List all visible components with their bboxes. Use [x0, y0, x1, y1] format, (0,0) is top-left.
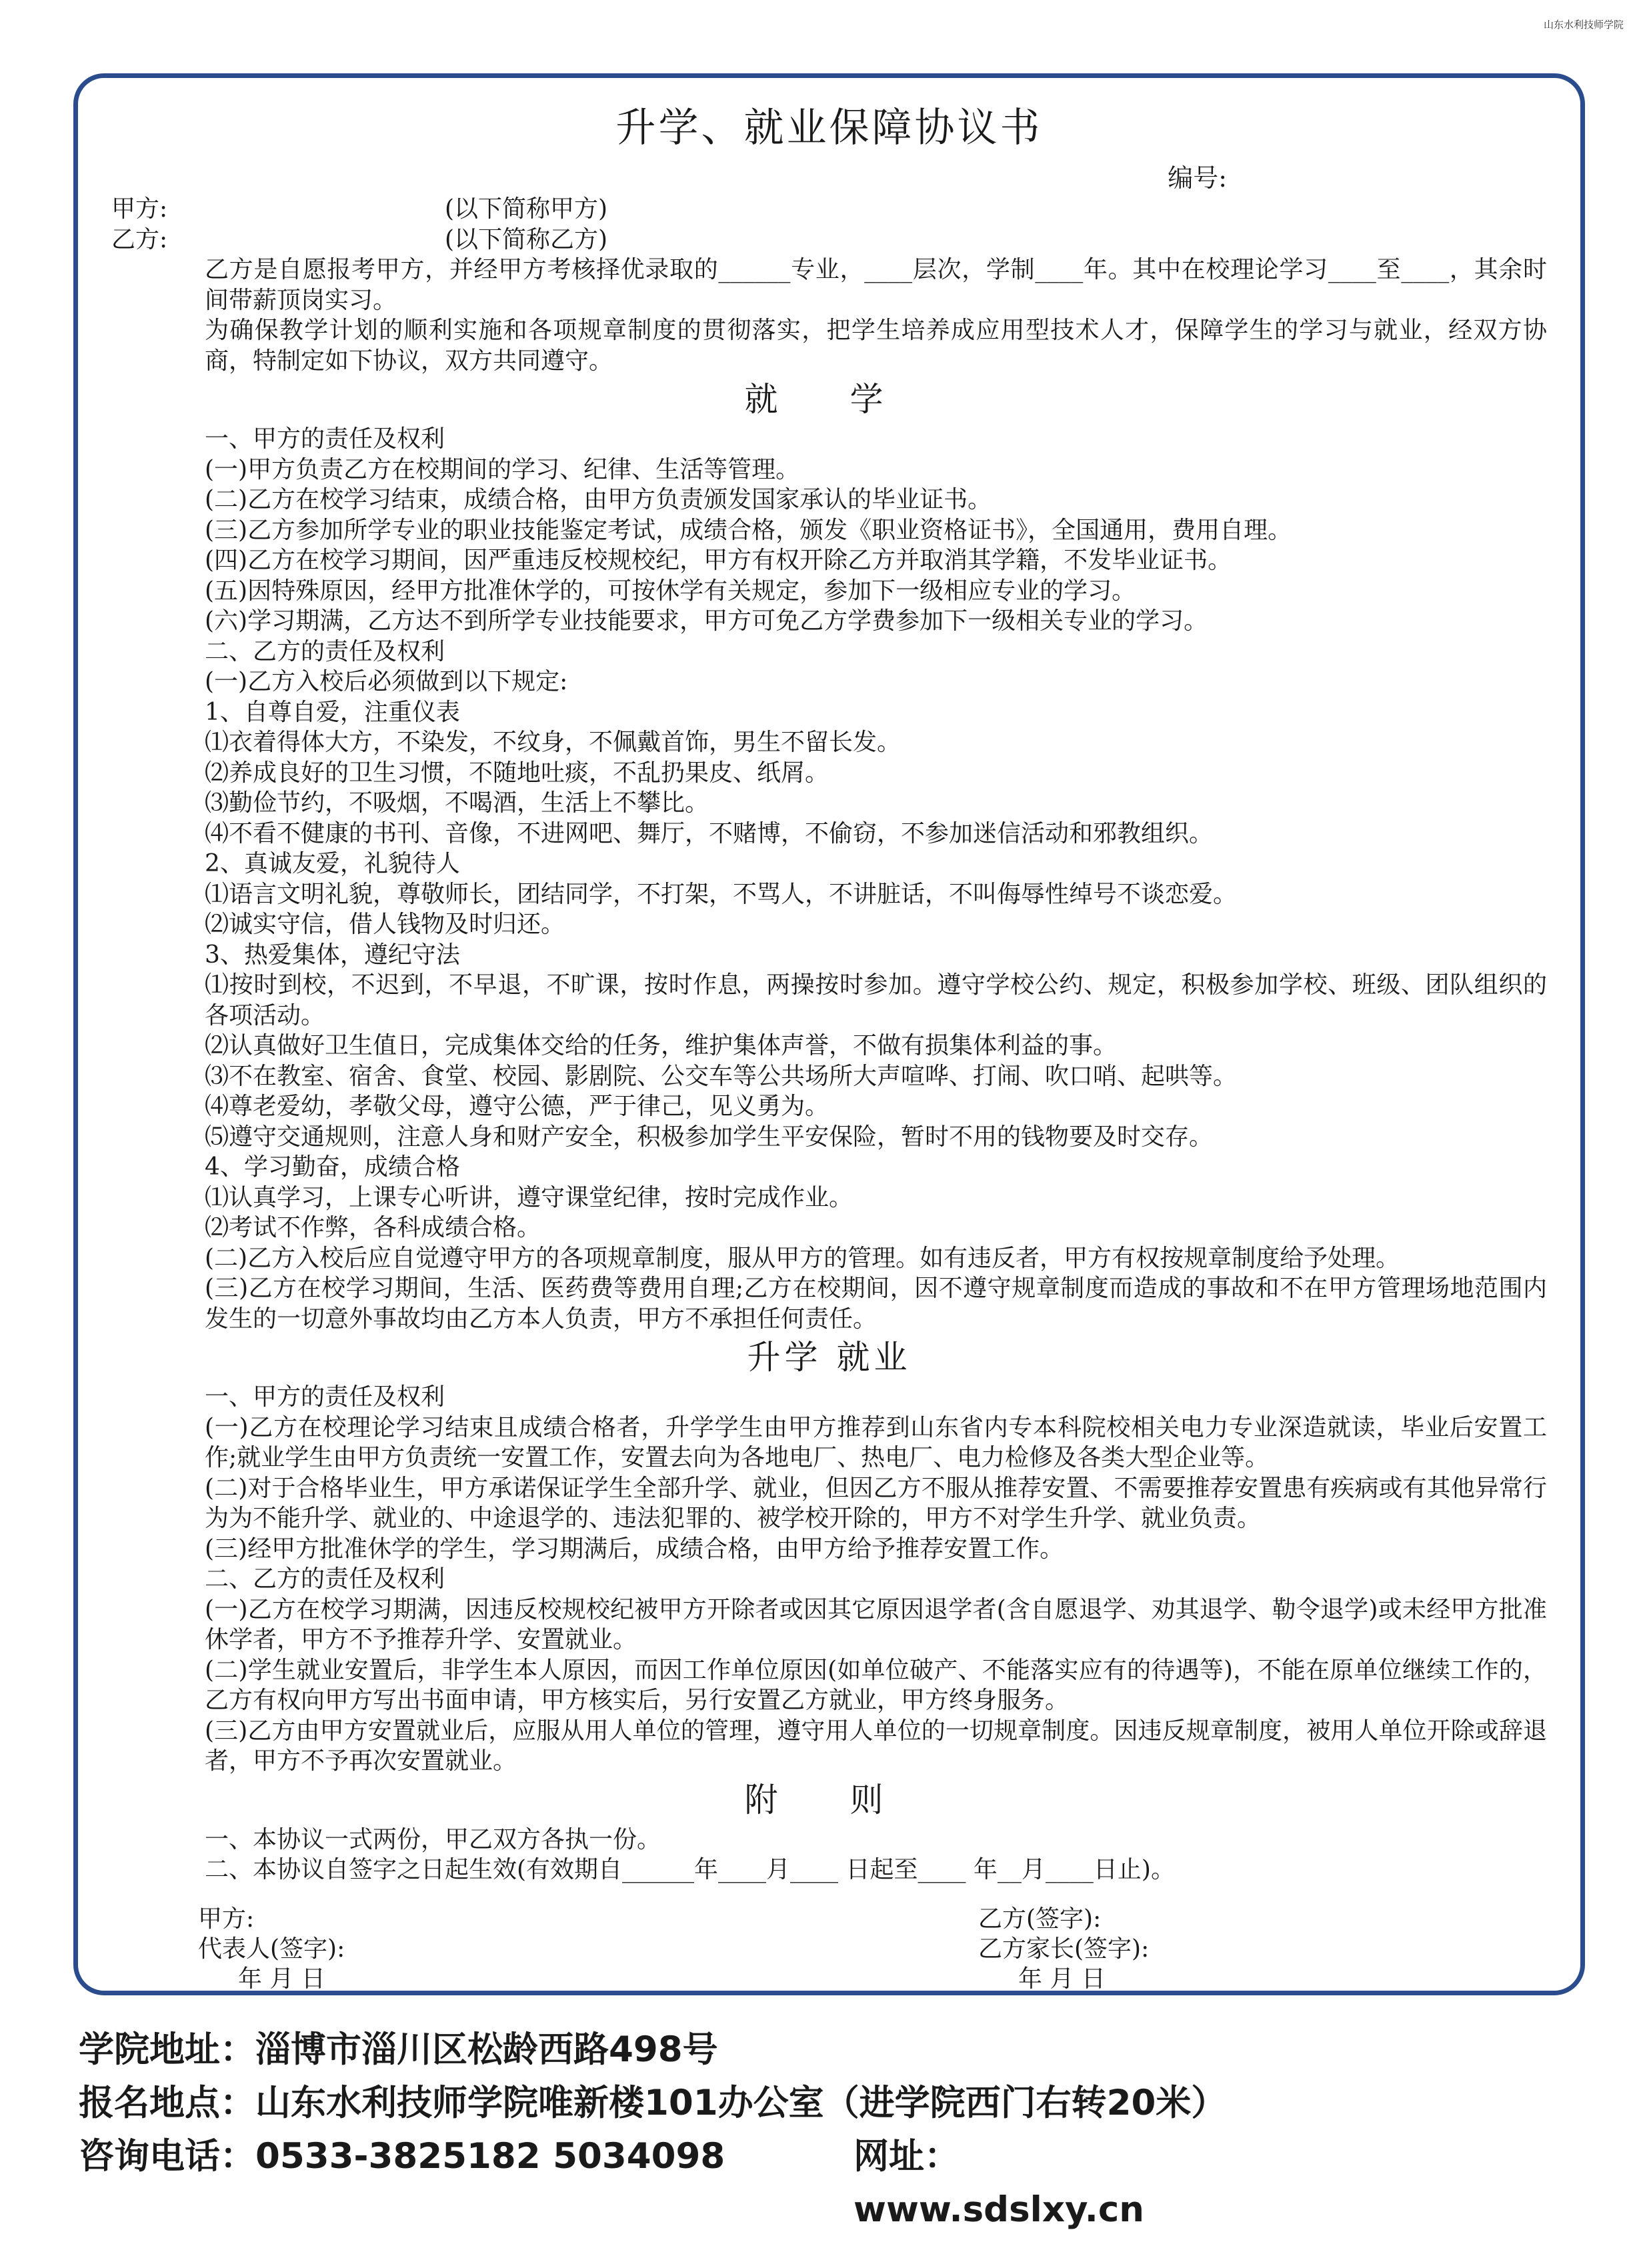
sign-date-left: 年 月 日 — [238, 1965, 325, 1993]
party-a-note: (以下简称甲方) — [445, 195, 608, 223]
clause-line: (三)乙方在校学习期间，生活、医药费等费用自理;乙方在校期间，因不遵守规章制度而造成的事故和不在甲方管理场地范围内发生的一切意外事故均由乙方本人负责，甲方不承担任何责任。 — [205, 1275, 1547, 1333]
clause-line: ⑴认真学习，上课专心听讲，遵守课堂纪律，按时完成作业。 — [205, 1183, 854, 1211]
clause-line: ⑵认真做好卫生值日，完成集体交给的任务，维护集体声誉，不做有损集体利益的事。 — [205, 1032, 1118, 1059]
clause-line: (二)乙方入校后应自觉遵守甲方的各项规章制度，服从甲方的管理。如有违反者，甲方有权按规章制度给予处理。 — [205, 1244, 1400, 1272]
clause-line: ⑸遵守交通规则，注意人身和财产安全，积极参加学生平安保险，暂时不用的钱物要及时交存。 — [205, 1123, 1214, 1151]
signature-block — [111, 1904, 1547, 2004]
registration-location: 报名地点：山东水利技师学院唯新楼101办公室（进学院西门右转20米） — [79, 2083, 1227, 2123]
section-title-career: 升学 就业 — [747, 1338, 912, 1377]
section-career-body — [111, 1382, 1547, 1777]
clause-line: 3、热爱集体，遵纪守法 — [205, 941, 460, 969]
clause-line: (一)甲方负责乙方在校期间的学习、纪律、生活等管理。 — [205, 455, 800, 483]
clause-line: ⑴衣着得体大方，不染发，不纹身，不佩戴首饰，男生不留长发。 — [205, 729, 902, 756]
signature-party-a — [198, 1904, 345, 1994]
clause-line: (六)学习期满，乙方达不到所学专业技能要求，甲方可免乙方学费参加下一级相关专业的学习。 — [205, 607, 1208, 635]
clause-line: (二)对于合格毕业生，甲方承诺保证学生全部升学、就业，但因乙方不服从推荐安置、不需要推荐安置患有疾病或有其他异常行为为不能升学、就业的、中途退学的、违法犯罪的、被学校开除的，甲方不对学生升学、就业负责。 — [205, 1474, 1547, 1532]
clause-line: 二、乙方的责任及权利 — [205, 637, 445, 665]
contact-footer — [79, 2023, 1227, 2230]
agreement-frame — [73, 73, 1585, 1995]
intro-paragraph: 乙方是自愿报考甲方，并经甲方考核择优录取的______专业，____层次，学制____年。其中在校理论学习____至____，其余时间带薪顶岗实习。 — [205, 256, 1547, 314]
school-address: 学院地址：淄博市淄川区松龄西路498号 — [79, 2029, 718, 2070]
sign-representative-label: 代表人(签字): — [198, 1935, 345, 1963]
clause-line: 一、甲方的责任及权利 — [205, 425, 445, 453]
party-a-label: 甲方: — [111, 195, 168, 223]
party-b-row — [111, 225, 1547, 255]
clause-line: (三)乙方由甲方安置就业后，应服从用人单位的管理，遵守用人单位的一切规章制度。因违反规章制度，被用人单位开除或辞退者，甲方不予再次安置就业。 — [205, 1717, 1547, 1775]
clause-line: 一、本协议一式两份，甲乙双方各执一份。 — [205, 1825, 661, 1853]
clause-line: ⑵养成良好的卫生习惯，不随地吐痰，不乱扔果皮、纸屑。 — [205, 759, 830, 787]
document-title: 升学、就业保障协议书 — [615, 105, 1043, 151]
website-link[interactable]: 网址：www.sdslxy.cn — [854, 2136, 1144, 2230]
intro-paragraph: 为确保教学计划的顺利实施和各项规章制度的贯彻落实，把学生培养成应用型技术人才，保障学生的学习与就业，经双方协商，特制定如下协议，双方共同遵守。 — [205, 317, 1547, 375]
sign-date-right: 年 月 日 — [1018, 1965, 1106, 1993]
clause-line: 一、甲方的责任及权利 — [205, 1383, 445, 1411]
clause-line: 1、自尊自爱，注重仪表 — [205, 698, 460, 726]
clause-line: (五)因特殊原因，经甲方批准休学的，可按休学有关规定，参加下一级相应专业的学习。 — [205, 577, 1136, 605]
clause-line: (一)乙方入校后必须做到以下规定: — [205, 668, 568, 695]
clause-line: (四)乙方在校学习期间，因严重违反校规校纪，甲方有权开除乙方并取消其学籍，不发毕业证书。 — [205, 547, 1232, 574]
sign-party-b-label: 乙方(签字): — [978, 1905, 1102, 1933]
section-title-study: 就 学 — [744, 380, 914, 419]
clause-line: ⑶不在教室、宿舍、食堂、校园、影剧院、公交车等公共场所大声喧哗、打闹、吹口哨、起哄等。 — [205, 1062, 1238, 1090]
clause-line: 2、真诚友爱，礼貌待人 — [205, 850, 460, 877]
clause-line: 二、乙方的责任及权利 — [205, 1565, 445, 1593]
clause-line: 二、本协议自签字之日起生效(有效期自______年____月____ 日起至____ 年__月____日止)。 — [205, 1856, 1175, 1883]
signature-party-b — [978, 1904, 1149, 1994]
sign-party-a-label: 甲方: — [198, 1905, 255, 1933]
section-study-body — [111, 424, 1547, 1334]
party-a-row — [111, 194, 1547, 225]
clause-line: (一)乙方在校学习期满，因违反校规校纪被甲方开除者或因其它原因退学者(含自愿退学、劝其退学、勒令退学)或未经甲方批准休学者，甲方不予推荐升学、安置就业。 — [205, 1595, 1547, 1653]
clause-line: ⑵考试不作弊，各科成绩合格。 — [205, 1214, 541, 1241]
clause-line: (三)乙方参加所学专业的职业技能鉴定考试，成绩合格，颁发《职业资格证书》，全国通用，费用自理。 — [205, 516, 1292, 544]
corner-school-mark: 山东水利技师学院 — [1543, 19, 1624, 31]
clause-line: (三)经甲方批准休学的学生，学习期满后，成绩合格，由甲方给予推荐安置工作。 — [205, 1535, 1064, 1563]
party-b-label: 乙方: — [111, 225, 168, 253]
clause-line: ⑴语言文明礼貌，尊敬师长，团结同学，不打架，不骂人，不讲脏话，不叫侮辱性绰号不谈恋爱。 — [205, 880, 1238, 908]
clause-line: ⑷尊老爱幼，孝敬父母，遵守公德，严于律己，见义勇为。 — [205, 1093, 830, 1120]
clause-line: ⑵诚实守信，借人钱物及时归还。 — [205, 911, 565, 938]
serial-number-label: 编号: — [1168, 163, 1227, 193]
contact-phone: 咨询电话：0533-3825182 5034098 — [79, 2136, 725, 2177]
clause-line: (二)乙方在校学习结束，成绩合格，由甲方负责颁发国家承认的毕业证书。 — [205, 486, 992, 513]
sign-parent-label: 乙方家长(签字): — [978, 1935, 1150, 1963]
clause-line: ⑶勤俭节约，不吸烟，不喝酒，生活上不攀比。 — [205, 789, 709, 817]
clause-line: 4、学习勤奋，成绩合格 — [205, 1153, 460, 1181]
party-b-note: (以下简称乙方) — [445, 225, 608, 253]
clause-line: (一)乙方在校理论学习结束且成绩合格者，升学学生由甲方推荐到山东省内专本科院校相关电力专业深造就读，毕业后安置工作;就业学生由甲方负责统一安置工作，安置去向为各地电厂、热电厂、电力检修及各类大型企业等。 — [205, 1413, 1547, 1471]
clause-line: ⑷不看不健康的书刊、音像，不进网吧、舞厅，不赌博，不偷窃，不参加迷信活动和邪教组织。 — [205, 819, 1214, 847]
clause-line: (二)学生就业安置后，非学生本人原因，而因工作单位原因(如单位破产、不能落实应有的待遇等)，不能在原单位继续工作的，乙方有权向甲方写出书面申请，甲方核实后，另行安置乙方就业，甲方终身服务。 — [205, 1656, 1547, 1714]
clause-line: ⑴按时到校，不迟到，不早退，不旷课，按时作息，两操按时参加。遵守学校公约、规定，积极参加学校、班级、团队组织的各项活动。 — [205, 971, 1547, 1029]
section-appendix-body — [111, 1825, 1547, 1885]
section-title-appendix: 附 则 — [744, 1780, 914, 1819]
